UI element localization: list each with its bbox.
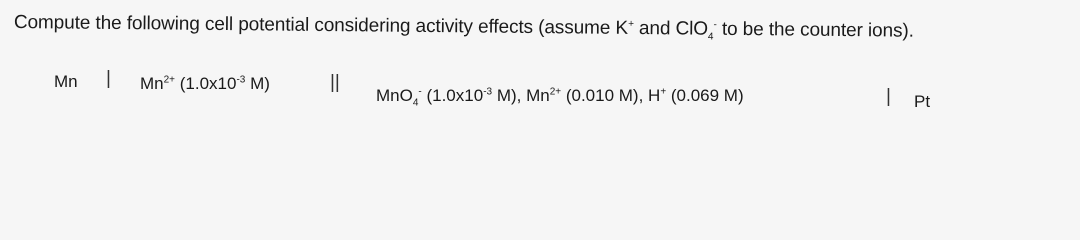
question-before-k: Compute the following cell potential considering activity effects (assume K	[13, 12, 629, 39]
cathode-solution: MnO$_4$- ($1.0x10^{-3}$ M), $Mn^{2+}$ (0.010 M), H+ (0.069 M)	[376, 86, 744, 109]
phase-boundary-2: |	[886, 86, 891, 107]
cathode-metal: Pt	[914, 92, 931, 111]
phase-boundary-1: |	[106, 68, 111, 89]
clo4-subscript: 4	[707, 31, 714, 43]
question-after: to be the counter ions).	[716, 18, 914, 42]
k-charge: +	[628, 18, 634, 30]
question-and-clo: and ClO	[633, 17, 709, 40]
anode-metal: Mn	[54, 72, 78, 91]
clo4-charge: -	[713, 19, 717, 31]
salt-bridge: ||	[330, 72, 340, 93]
anode-ion: $Mn^{2+}$ ($1.0x10^{-3}$ M)	[140, 74, 270, 93]
